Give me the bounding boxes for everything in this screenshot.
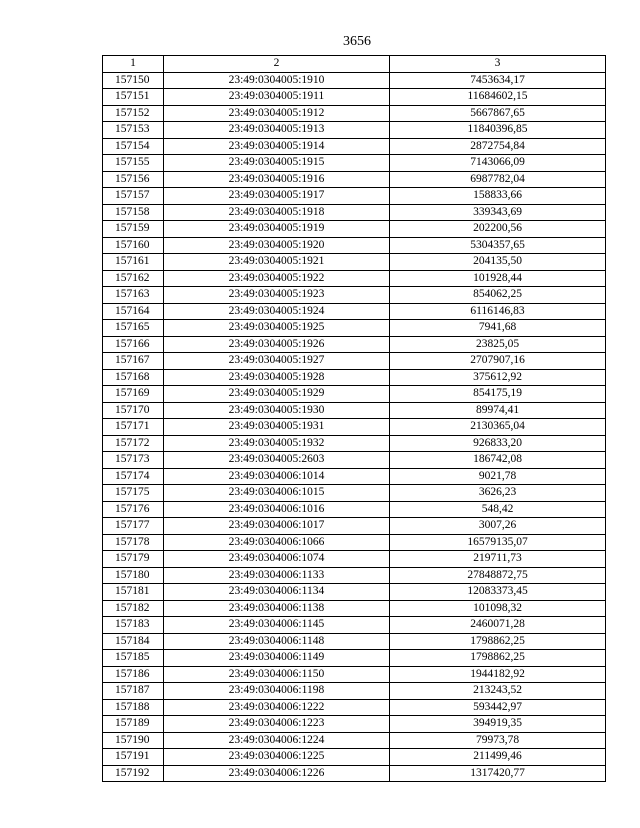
cadastral-value-cell: 1944182,92 (390, 666, 606, 683)
table-row (103, 122, 606, 139)
table-header-row (103, 56, 606, 73)
row-number-cell: 157185 (103, 650, 164, 667)
table-row (103, 237, 606, 254)
table-row (103, 468, 606, 485)
column-header-2: 2 (164, 56, 390, 73)
row-number-cell: 157153 (103, 122, 164, 139)
cadastral-value-cell: 7453634,17 (390, 72, 606, 89)
cadastral-number-cell: 23:49:0304005:1912 (164, 105, 390, 122)
cadastral-value-cell: 1798862,25 (390, 633, 606, 650)
cadastral-value-cell: 11684602,15 (390, 89, 606, 106)
table-row (103, 270, 606, 287)
row-number-cell: 157156 (103, 171, 164, 188)
cadastral-value-cell: 2872754,84 (390, 138, 606, 155)
cadastral-value-cell: 186742,08 (390, 452, 606, 469)
row-number-cell: 157170 (103, 402, 164, 419)
table-row (103, 551, 606, 568)
cadastral-value-cell: 211499,46 (390, 749, 606, 766)
cadastral-number-cell: 23:49:0304005:1928 (164, 369, 390, 386)
cadastral-value-cell: 7941,68 (390, 320, 606, 337)
table-row (103, 501, 606, 518)
cadastral-number-cell: 23:49:0304006:1150 (164, 666, 390, 683)
table-row (103, 666, 606, 683)
cadastral-number-cell: 23:49:0304005:1910 (164, 72, 390, 89)
cadastral-number-cell: 23:49:0304006:1074 (164, 551, 390, 568)
cadastral-value-cell: 23825,05 (390, 336, 606, 353)
cadastral-value-cell: 7143066,09 (390, 155, 606, 172)
row-number-cell: 157189 (103, 716, 164, 733)
page-number: 3656 (343, 34, 371, 49)
table-row (103, 617, 606, 634)
cadastral-value-cell: 1798862,25 (390, 650, 606, 667)
table-row (103, 336, 606, 353)
cadastral-number-cell: 23:49:0304005:1917 (164, 188, 390, 205)
cadastral-number-cell: 23:49:0304006:1014 (164, 468, 390, 485)
cadastral-number-cell: 23:49:0304006:1138 (164, 600, 390, 617)
cadastral-value-cell: 593442,97 (390, 699, 606, 716)
cadastral-number-cell: 23:49:0304005:1931 (164, 419, 390, 436)
cadastral-value-cell: 1317420,77 (390, 765, 606, 782)
row-number-cell: 157160 (103, 237, 164, 254)
cadastral-number-cell: 23:49:0304005:1911 (164, 89, 390, 106)
row-number-cell: 157161 (103, 254, 164, 271)
cadastral-number-cell: 23:49:0304005:1919 (164, 221, 390, 238)
cadastral-value-cell: 394919,35 (390, 716, 606, 733)
table-row (103, 72, 606, 89)
cadastral-value-cell: 9021,78 (390, 468, 606, 485)
row-number-cell: 157178 (103, 534, 164, 551)
cadastral-number-cell: 23:49:0304006:1226 (164, 765, 390, 782)
cadastral-value-cell: 6987782,04 (390, 171, 606, 188)
row-number-cell: 157164 (103, 303, 164, 320)
table-row (103, 221, 606, 238)
row-number-cell: 157159 (103, 221, 164, 238)
cadastral-value-cell: 89974,41 (390, 402, 606, 419)
cadastral-number-cell: 23:49:0304005:1920 (164, 237, 390, 254)
table-row (103, 600, 606, 617)
cadastral-value-cell: 12083373,45 (390, 584, 606, 601)
cadastral-value-cell: 204135,50 (390, 254, 606, 271)
table-row (103, 386, 606, 403)
cadastral-value-cell: 854175,19 (390, 386, 606, 403)
table-row (103, 435, 606, 452)
row-number-cell: 157182 (103, 600, 164, 617)
row-number-cell: 157187 (103, 683, 164, 700)
cadastral-value-cell: 219711,73 (390, 551, 606, 568)
cadastral-number-cell: 23:49:0304005:1932 (164, 435, 390, 452)
table-row (103, 303, 606, 320)
cadastral-number-cell: 23:49:0304005:1915 (164, 155, 390, 172)
cadastral-value-cell: 27848872,75 (390, 567, 606, 584)
row-number-cell: 157169 (103, 386, 164, 403)
row-number-cell: 157166 (103, 336, 164, 353)
cadastral-number-cell: 23:49:0304006:1223 (164, 716, 390, 733)
row-number-cell: 157163 (103, 287, 164, 304)
cadastral-value-table (102, 55, 606, 782)
row-number-cell: 157167 (103, 353, 164, 370)
row-number-cell: 157173 (103, 452, 164, 469)
row-number-cell: 157180 (103, 567, 164, 584)
row-number-cell: 157165 (103, 320, 164, 337)
cadastral-value-cell: 101928,44 (390, 270, 606, 287)
table-row (103, 732, 606, 749)
cadastral-number-cell: 23:49:0304006:1224 (164, 732, 390, 749)
row-number-cell: 157157 (103, 188, 164, 205)
row-number-cell: 157188 (103, 699, 164, 716)
cadastral-number-cell: 23:49:0304005:2603 (164, 452, 390, 469)
row-number-cell: 157186 (103, 666, 164, 683)
table-row (103, 485, 606, 502)
table-row (103, 369, 606, 386)
table-row (103, 716, 606, 733)
table-row (103, 155, 606, 172)
cadastral-value-cell: 2460071,28 (390, 617, 606, 634)
cadastral-number-cell: 23:49:0304006:1222 (164, 699, 390, 716)
cadastral-value-cell: 5667867,65 (390, 105, 606, 122)
cadastral-value-cell: 213243,52 (390, 683, 606, 700)
row-number-cell: 157183 (103, 617, 164, 634)
column-header-1: 1 (103, 56, 164, 73)
table-row (103, 534, 606, 551)
table-row (103, 105, 606, 122)
row-number-cell: 157171 (103, 419, 164, 436)
row-number-cell: 157175 (103, 485, 164, 502)
row-number-cell: 157155 (103, 155, 164, 172)
table-row (103, 188, 606, 205)
table-row (103, 683, 606, 700)
table-row (103, 204, 606, 221)
table-row (103, 518, 606, 535)
cadastral-number-cell: 23:49:0304005:1923 (164, 287, 390, 304)
table-row (103, 254, 606, 271)
cadastral-value-cell: 2707907,16 (390, 353, 606, 370)
row-number-cell: 157190 (103, 732, 164, 749)
table-row (103, 650, 606, 667)
table-row (103, 287, 606, 304)
cadastral-number-cell: 23:49:0304006:1225 (164, 749, 390, 766)
table-row (103, 699, 606, 716)
cadastral-value-cell: 854062,25 (390, 287, 606, 304)
row-number-cell: 157192 (103, 765, 164, 782)
row-number-cell: 157174 (103, 468, 164, 485)
table-body (103, 72, 606, 782)
cadastral-number-cell: 23:49:0304006:1133 (164, 567, 390, 584)
cadastral-number-cell: 23:49:0304005:1918 (164, 204, 390, 221)
table-row (103, 89, 606, 106)
cadastral-value-cell: 158833,66 (390, 188, 606, 205)
table-row (103, 320, 606, 337)
cadastral-number-cell: 23:49:0304006:1017 (164, 518, 390, 535)
cadastral-value-cell: 101098,32 (390, 600, 606, 617)
cadastral-value-cell: 16579135,07 (390, 534, 606, 551)
cadastral-number-cell: 23:49:0304005:1922 (164, 270, 390, 287)
cadastral-number-cell: 23:49:0304006:1149 (164, 650, 390, 667)
cadastral-number-cell: 23:49:0304005:1913 (164, 122, 390, 139)
cadastral-number-cell: 23:49:0304005:1929 (164, 386, 390, 403)
cadastral-value-cell: 5304357,65 (390, 237, 606, 254)
cadastral-number-cell: 23:49:0304005:1930 (164, 402, 390, 419)
table-row (103, 452, 606, 469)
table-row (103, 765, 606, 782)
cadastral-value-cell: 339343,69 (390, 204, 606, 221)
cadastral-number-cell: 23:49:0304005:1914 (164, 138, 390, 155)
cadastral-value-cell: 11840396,85 (390, 122, 606, 139)
cadastral-number-cell: 23:49:0304006:1016 (164, 501, 390, 518)
row-number-cell: 157151 (103, 89, 164, 106)
cadastral-value-cell: 3626,23 (390, 485, 606, 502)
cadastral-number-cell: 23:49:0304006:1145 (164, 617, 390, 634)
row-number-cell: 157152 (103, 105, 164, 122)
row-number-cell: 157191 (103, 749, 164, 766)
row-number-cell: 157162 (103, 270, 164, 287)
cadastral-value-cell: 548,42 (390, 501, 606, 518)
cadastral-value-cell: 926833,20 (390, 435, 606, 452)
cadastral-number-cell: 23:49:0304005:1926 (164, 336, 390, 353)
cadastral-value-cell: 375612,92 (390, 369, 606, 386)
cadastral-number-cell: 23:49:0304006:1134 (164, 584, 390, 601)
table-row (103, 584, 606, 601)
cadastral-number-cell: 23:49:0304005:1921 (164, 254, 390, 271)
row-number-cell: 157154 (103, 138, 164, 155)
table-row (103, 353, 606, 370)
cadastral-number-cell: 23:49:0304005:1925 (164, 320, 390, 337)
column-header-3: 3 (390, 56, 606, 73)
row-number-cell: 157177 (103, 518, 164, 535)
cadastral-value-cell: 2130365,04 (390, 419, 606, 436)
row-number-cell: 157179 (103, 551, 164, 568)
row-number-cell: 157150 (103, 72, 164, 89)
cadastral-number-cell: 23:49:0304005:1916 (164, 171, 390, 188)
cadastral-value-cell: 202200,56 (390, 221, 606, 238)
table-row (103, 402, 606, 419)
table-row (103, 633, 606, 650)
table-row (103, 171, 606, 188)
table-row (103, 749, 606, 766)
row-number-cell: 157158 (103, 204, 164, 221)
row-number-cell: 157184 (103, 633, 164, 650)
cadastral-value-cell: 3007,26 (390, 518, 606, 535)
cadastral-number-cell: 23:49:0304005:1927 (164, 353, 390, 370)
cadastral-number-cell: 23:49:0304005:1924 (164, 303, 390, 320)
cadastral-number-cell: 23:49:0304006:1148 (164, 633, 390, 650)
cadastral-number-cell: 23:49:0304006:1015 (164, 485, 390, 502)
cadastral-number-cell: 23:49:0304006:1198 (164, 683, 390, 700)
table-row (103, 138, 606, 155)
cadastral-value-cell: 79973,78 (390, 732, 606, 749)
row-number-cell: 157168 (103, 369, 164, 386)
table-row (103, 567, 606, 584)
row-number-cell: 157181 (103, 584, 164, 601)
cadastral-value-cell: 6116146,83 (390, 303, 606, 320)
cadastral-number-cell: 23:49:0304006:1066 (164, 534, 390, 551)
row-number-cell: 157172 (103, 435, 164, 452)
table-row (103, 419, 606, 436)
row-number-cell: 157176 (103, 501, 164, 518)
